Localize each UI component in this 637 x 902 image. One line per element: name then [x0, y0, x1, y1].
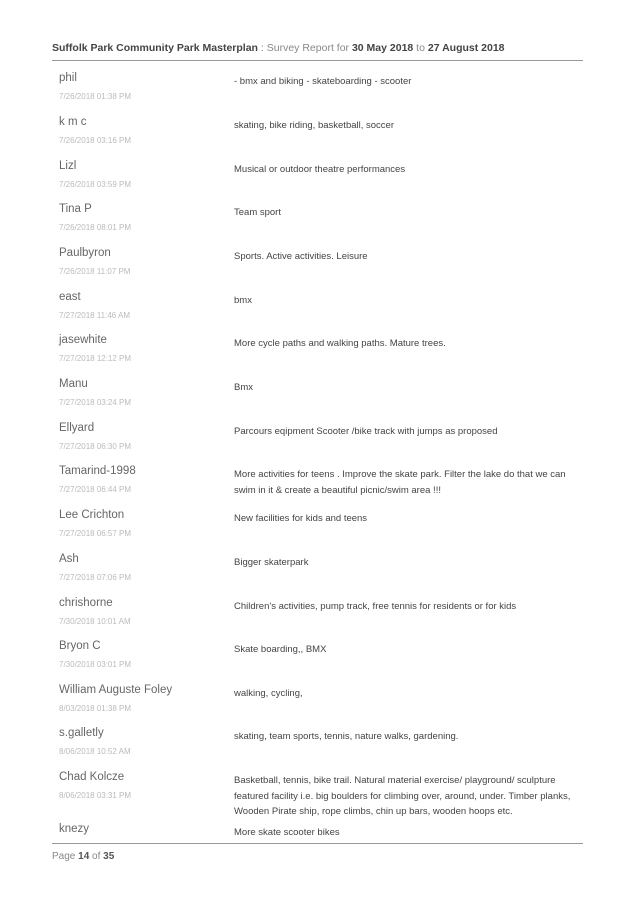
response-text: More cycle paths and walking paths. Mature trees.	[234, 338, 446, 349]
respondent-name: Bryon C	[59, 640, 101, 652]
response-text: skating, bike riding, basketball, soccer	[234, 120, 394, 131]
response-timestamp: 8/03/2018 01:38 PM	[59, 704, 132, 713]
respondent-name: Chad Kolcze	[59, 771, 125, 783]
page-label: Page	[52, 851, 79, 862]
response-text: - bmx and biking - skateboarding - scooter	[234, 76, 412, 87]
response-timestamp: 7/27/2018 06:30 PM	[59, 442, 132, 451]
respondent-name: east	[59, 291, 81, 303]
respondent-name: s.galletly	[59, 727, 104, 739]
response-text: bmx	[234, 295, 252, 306]
response-text: skating, team sports, tennis, nature walks, gardening.	[234, 731, 459, 742]
respondent-name: Tamarind-1998	[59, 465, 136, 477]
response-timestamp: 7/26/2018 03:59 PM	[59, 180, 132, 189]
response-timestamp: 7/30/2018 10:01 AM	[59, 617, 131, 626]
response-timestamp: 7/26/2018 03:16 PM	[59, 136, 132, 145]
respondent-name: phil	[59, 72, 77, 84]
response-text: More skate scooter bikes	[234, 827, 340, 838]
page-header	[52, 42, 582, 54]
page-footer	[52, 851, 114, 862]
response-text: Basketball, tennis, bike trail. Natural material exercise/ playground/ sculpture featured facility i.e. big boulders for climbing over, around, under. Timber planks, Wooden Pirate ship, rope climbs, chin up bars, wooden hoops etc.	[234, 775, 571, 817]
response-timestamp: 7/27/2018 06:44 PM	[59, 485, 132, 494]
header-separator: :	[257, 42, 267, 54]
subtitle-prefix: Survey Report for	[266, 42, 352, 54]
response-timestamp: 7/27/2018 07:06 PM	[59, 573, 132, 582]
header-divider	[52, 60, 583, 61]
response-timestamp: 7/26/2018 08:01 PM	[59, 223, 132, 232]
response-text: More activities for teens . Improve the skate park. Filter the lake do that we can swim in it & create a beautiful picnic/swim area !!!	[234, 469, 566, 496]
footer-divider	[52, 843, 583, 844]
response-timestamp: 8/06/2018 03:31 PM	[59, 791, 132, 800]
response-text: Bigger skaterpark	[234, 557, 309, 568]
response-text: Parcours eqipment Scooter /bike track with jumps as proposed	[234, 426, 498, 437]
respondent-name: jasewhite	[59, 334, 107, 346]
subtitle-mid: to	[413, 42, 428, 54]
respondent-name: William Auguste Foley	[59, 684, 173, 696]
response-text: Musical or outdoor theatre performances	[234, 164, 406, 175]
response-timestamp: 7/26/2018 11:07 PM	[59, 267, 131, 276]
respondent-name: Lizl	[59, 160, 77, 172]
response-timestamp: 7/27/2018 06:57 PM	[59, 529, 132, 538]
date-to: 27 August 2018	[427, 42, 505, 54]
response-timestamp: 8/06/2018 10:52 AM	[59, 747, 131, 756]
respondent-name: Tina P	[59, 203, 92, 215]
response-timestamp: 7/27/2018 03:24 PM	[59, 398, 132, 407]
respondent-name: chrishorne	[59, 597, 113, 609]
response-text: walking, cycling,	[234, 688, 303, 699]
respondent-name: Paulbyron	[59, 247, 111, 259]
respondent-name: Lee Crichton	[59, 509, 125, 521]
of-label: of	[89, 851, 104, 862]
respondent-name: knezy	[59, 823, 90, 835]
respondent-name: Ash	[59, 553, 79, 565]
response-timestamp: 7/27/2018 12:12 PM	[59, 354, 132, 363]
page-total: 35	[103, 851, 115, 862]
respondent-name: Ellyard	[59, 422, 95, 434]
response-text: New facilities for kids and teens	[234, 513, 368, 524]
report-title: Suffolk Park Community Park Masterplan	[52, 42, 258, 54]
response-timestamp: 7/27/2018 11:46 AM	[59, 311, 131, 320]
response-text: Bmx	[234, 382, 253, 393]
response-text: Children's activities, pump track, free tennis for residents or for kids	[234, 601, 517, 612]
response-text: Skate boarding,, BMX	[234, 644, 327, 655]
respondent-name: Manu	[59, 378, 88, 390]
page-number: 14	[78, 851, 90, 862]
date-from: 30 May 2018	[351, 42, 414, 54]
response-text: Sports. Active activities. Leisure	[234, 251, 368, 262]
response-text: Team sport	[234, 207, 281, 218]
response-timestamp: 7/26/2018 01:38 PM	[59, 92, 132, 101]
response-timestamp: 7/30/2018 03:01 PM	[59, 660, 132, 669]
respondent-name: k m c	[59, 116, 87, 128]
